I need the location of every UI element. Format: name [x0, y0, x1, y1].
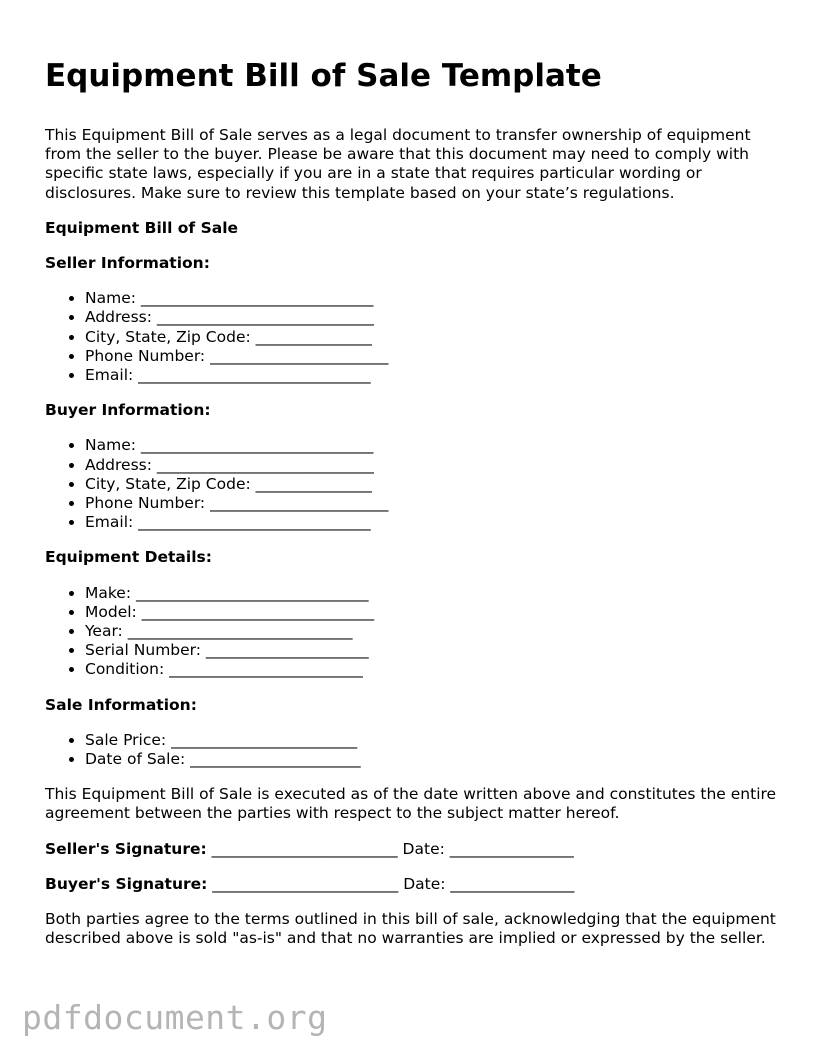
final-paragraph: Both parties agree to the terms outlined in this bill of sale, acknowledging that the equipment described above is sold "as-is" and that no warranties are implied or expressed by the seller.	[45, 910, 776, 948]
sale-heading: Sale Information:	[45, 695, 197, 714]
document-heading: Equipment Bill of Sale	[45, 218, 239, 237]
seller-city-field: • City, State, Zip Code: _______________	[85, 328, 785, 347]
buyer-address-field: • Address: ____________________________	[85, 456, 785, 475]
equipment-serial-field: • Serial Number: _____________________	[85, 641, 785, 660]
sale-list	[45, 731, 785, 769]
equipment-list	[45, 584, 785, 680]
buyer-name-field: • Name: ______________________________	[85, 436, 785, 455]
seller-signature-blank: ________________________ Date: ________________	[206, 839, 574, 858]
watermark: pdfdocument.org	[22, 998, 328, 1037]
sale-date-field: • Date of Sale: ______________________	[85, 750, 785, 769]
seller-phone-field: • Phone Number: _______________________	[85, 347, 785, 366]
equipment-year-field: • Year: _____________________________	[85, 622, 785, 641]
seller-heading: Seller Information:	[45, 254, 210, 273]
buyer-signature-label: Buyer's Signature:	[45, 874, 208, 893]
buyer-signature-blank: ________________________ Date: ________________	[207, 874, 575, 893]
buyer-city-field: • City, State, Zip Code: _______________	[85, 475, 785, 494]
seller-signature-label: Seller's Signature:	[45, 839, 207, 858]
buyer-heading: Buyer Information:	[45, 401, 211, 420]
equipment-heading: Equipment Details:	[45, 548, 212, 567]
seller-email-field: • Email: ______________________________	[85, 366, 785, 385]
sale-price-field: • Sale Price: ________________________	[85, 731, 785, 750]
seller-signature-line	[45, 840, 785, 859]
equipment-condition-field: • Condition: _________________________	[85, 660, 785, 679]
page-title: Equipment Bill of Sale Template	[45, 58, 602, 94]
document	[45, 52, 785, 949]
buyer-list	[45, 436, 785, 532]
buyer-phone-field: • Phone Number: _______________________	[85, 494, 785, 513]
intro-paragraph: This Equipment Bill of Sale serves as a legal document to transfer ownership of equipment from the seller to the buyer. Please be aware that this document may need to comply with specific state laws, especially if you are in a state that requires particular wording or disclosures. Make sure to review this template based on your state’s regulations.	[45, 126, 751, 202]
seller-address-field: • Address: ____________________________	[85, 308, 785, 327]
closing-paragraph: This Equipment Bill of Sale is executed as of the date written above and constitutes the entire agreement between the parties with respect to the subject matter hereof.	[45, 785, 777, 823]
buyer-signature-line	[45, 875, 785, 894]
seller-name-field: • Name: ______________________________	[85, 289, 785, 308]
equipment-make-field: • Make: ______________________________	[85, 584, 785, 603]
seller-list	[45, 289, 785, 385]
buyer-email-field: • Email: ______________________________	[85, 513, 785, 532]
equipment-model-field: • Model: ______________________________	[85, 603, 785, 622]
